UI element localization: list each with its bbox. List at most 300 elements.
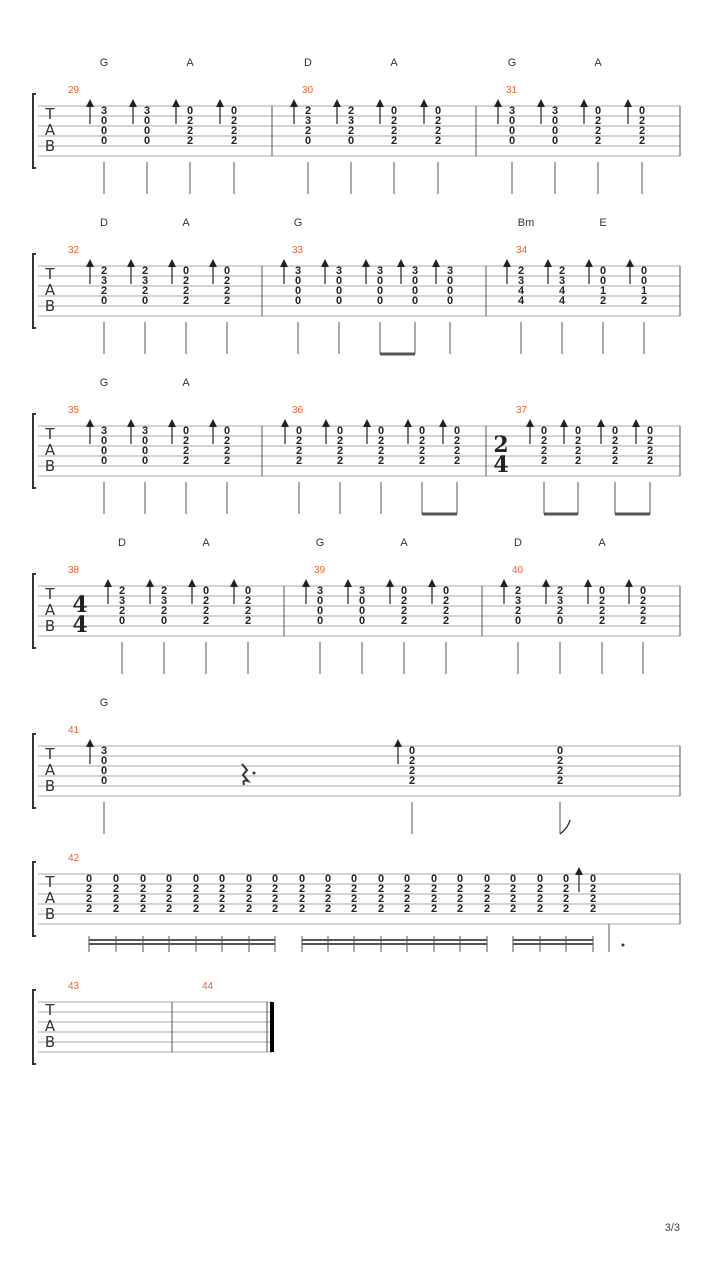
fret-number: 0 xyxy=(403,873,411,885)
fret-number: 0 xyxy=(139,873,147,885)
fret-number: 0 xyxy=(442,585,450,597)
fret-number: 2 xyxy=(165,893,173,905)
fret-number: 0 xyxy=(599,275,607,287)
fret-number: 2 xyxy=(514,605,522,617)
fret-number: 4 xyxy=(517,295,525,307)
fret-number: 2 xyxy=(85,893,93,905)
fret-number: 0 xyxy=(377,425,385,437)
fret-number: 2 xyxy=(390,125,398,137)
fret-number: 2 xyxy=(556,775,564,787)
upstroke-arrow-icon xyxy=(439,419,447,427)
fret-number: 2 xyxy=(390,115,398,127)
system-bracket xyxy=(33,574,36,648)
fret-number: 0 xyxy=(100,125,108,137)
fret-number: 2 xyxy=(556,755,564,767)
system-bracket xyxy=(33,254,36,328)
fret-number: 0 xyxy=(316,595,324,607)
fret-number: 0 xyxy=(304,135,312,147)
fret-number: 2 xyxy=(589,903,597,915)
measure-number: 34 xyxy=(516,245,528,256)
fret-number: 2 xyxy=(218,893,226,905)
measure-number: 37 xyxy=(516,405,528,416)
fret-number: 2 xyxy=(377,903,385,915)
upstroke-arrow-icon xyxy=(188,579,196,587)
upstroke-arrow-icon xyxy=(626,259,634,267)
tab-clef-letter: B xyxy=(44,617,56,635)
fret-number: 0 xyxy=(509,873,517,885)
fret-number: 2 xyxy=(298,893,306,905)
fret-number: 2 xyxy=(442,595,450,607)
fret-number: 2 xyxy=(271,883,279,895)
fret-number: 2 xyxy=(483,883,491,895)
fret-number: 4 xyxy=(517,285,525,297)
fret-number: 2 xyxy=(536,883,544,895)
upstroke-arrow-icon xyxy=(428,579,436,587)
fret-number: 2 xyxy=(218,883,226,895)
upstroke-arrow-icon xyxy=(127,259,135,267)
fret-number: 2 xyxy=(118,605,126,617)
fret-number: 2 xyxy=(403,893,411,905)
fret-number: 2 xyxy=(186,125,194,137)
fret-number: 2 xyxy=(589,893,597,905)
fret-number: 2 xyxy=(646,435,654,447)
fret-number: 2 xyxy=(408,775,416,787)
upstroke-arrow-icon xyxy=(168,419,176,427)
upstroke-arrow-icon xyxy=(544,259,552,267)
fret-number: 0 xyxy=(335,285,343,297)
fret-number: 3 xyxy=(508,105,516,117)
fret-number: 0 xyxy=(611,425,619,437)
fret-number: 0 xyxy=(408,745,416,757)
tab-clef-letter: A xyxy=(44,281,56,299)
fret-number: 2 xyxy=(640,295,648,307)
fret-number: 3 xyxy=(100,745,108,757)
measure-number: 36 xyxy=(292,405,304,416)
fret-number: 0 xyxy=(594,105,602,117)
fret-number: 2 xyxy=(430,893,438,905)
fret-number: 2 xyxy=(540,455,548,467)
fret-number: 0 xyxy=(100,765,108,777)
upstroke-arrow-icon xyxy=(362,259,370,267)
fret-number: 0 xyxy=(640,265,648,277)
fret-number: 2 xyxy=(509,893,517,905)
fret-number: 2 xyxy=(336,435,344,447)
upstroke-arrow-icon xyxy=(168,259,176,267)
tab-clef-letter: A xyxy=(44,441,56,459)
tab-clef-letter: B xyxy=(44,777,56,795)
fret-number: 2 xyxy=(350,903,358,915)
fret-number: 0 xyxy=(508,115,516,127)
fret-number: 2 xyxy=(139,893,147,905)
fret-number: 0 xyxy=(589,873,597,885)
fret-number: 2 xyxy=(574,445,582,457)
upstroke-arrow-icon xyxy=(86,739,94,747)
fret-number: 3 xyxy=(100,425,108,437)
chord-name: D xyxy=(514,537,522,549)
fret-number: 0 xyxy=(160,615,168,627)
time-signature-bottom: 4 xyxy=(493,452,509,478)
upstroke-arrow-icon xyxy=(172,99,180,107)
fret-number: 0 xyxy=(551,115,559,127)
fret-number: 2 xyxy=(558,265,566,277)
fret-number: 0 xyxy=(245,873,253,885)
fret-number: 0 xyxy=(100,775,108,787)
chord-name: A xyxy=(202,537,210,549)
chord-name: A xyxy=(182,377,190,389)
chord-name: G xyxy=(99,697,109,709)
fret-number: 2 xyxy=(456,903,464,915)
fret-number: 0 xyxy=(316,615,324,627)
upstroke-arrow-icon xyxy=(420,99,428,107)
fret-number: 3 xyxy=(517,275,525,287)
fret-number: 0 xyxy=(182,265,190,277)
fret-number: 0 xyxy=(639,585,647,597)
fret-number: 3 xyxy=(551,105,559,117)
upstroke-arrow-icon xyxy=(526,419,534,427)
fret-number: 2 xyxy=(418,455,426,467)
upstroke-arrow-icon xyxy=(404,419,412,427)
fret-number: 2 xyxy=(202,615,210,627)
fret-number: 0 xyxy=(540,425,548,437)
fret-number: 0 xyxy=(143,135,151,147)
fret-number: 2 xyxy=(574,455,582,467)
fret-number: 2 xyxy=(85,903,93,915)
chord-name: A xyxy=(598,537,606,549)
upstroke-arrow-icon xyxy=(129,99,137,107)
upstroke-arrow-icon xyxy=(500,579,508,587)
fret-number: 2 xyxy=(202,595,210,607)
fret-number: 4 xyxy=(558,295,566,307)
fret-number: 2 xyxy=(244,615,252,627)
fret-number: 2 xyxy=(186,135,194,147)
fret-number: 3 xyxy=(358,585,366,597)
fret-number: 0 xyxy=(598,585,606,597)
fret-number: 1 xyxy=(640,285,648,297)
upstroke-arrow-icon xyxy=(625,579,633,587)
fret-number: 0 xyxy=(358,595,366,607)
fret-number: 0 xyxy=(294,285,302,297)
augmentation-dot xyxy=(622,944,625,947)
fret-number: 0 xyxy=(141,455,149,467)
upstroke-arrow-icon xyxy=(394,739,402,747)
fret-number: 0 xyxy=(376,295,384,307)
fret-number: 0 xyxy=(100,115,108,127)
fret-number: 2 xyxy=(244,595,252,607)
fret-number: 2 xyxy=(556,585,564,597)
fret-number: 2 xyxy=(442,615,450,627)
fret-number: 2 xyxy=(562,903,570,915)
fret-number: 0 xyxy=(556,615,564,627)
fret-number: 0 xyxy=(376,285,384,297)
fret-number: 2 xyxy=(112,893,120,905)
fret-number: 2 xyxy=(556,765,564,777)
upstroke-arrow-icon xyxy=(302,579,310,587)
measure-number: 30 xyxy=(302,85,314,96)
fret-number: 0 xyxy=(434,105,442,117)
fret-number: 2 xyxy=(611,445,619,457)
upstroke-arrow-icon xyxy=(494,99,502,107)
fret-number: 2 xyxy=(112,903,120,915)
chord-name: D xyxy=(304,57,312,69)
fret-number: 3 xyxy=(143,105,151,117)
upstroke-arrow-icon xyxy=(575,867,583,875)
quarter-rest xyxy=(242,764,248,785)
fret-number: 2 xyxy=(639,615,647,627)
fret-number: 0 xyxy=(100,135,108,147)
fret-number: 0 xyxy=(377,873,385,885)
fret-number: 2 xyxy=(509,903,517,915)
fret-number: 0 xyxy=(141,435,149,447)
measure-number: 39 xyxy=(314,565,326,576)
measure-number: 31 xyxy=(506,85,518,96)
chord-name: D xyxy=(100,217,108,229)
fret-number: 3 xyxy=(347,115,355,127)
fret-number: 2 xyxy=(295,445,303,457)
fret-number: 0 xyxy=(514,615,522,627)
system-bracket xyxy=(33,990,36,1064)
upstroke-arrow-icon xyxy=(585,259,593,267)
fret-number: 1 xyxy=(599,285,607,297)
fret-number: 0 xyxy=(358,615,366,627)
tab-clef-letter: A xyxy=(44,601,56,619)
measure-number: 32 xyxy=(68,245,80,256)
upstroke-arrow-icon xyxy=(281,419,289,427)
fret-number: 2 xyxy=(536,893,544,905)
tab-clef-letter: A xyxy=(44,889,56,907)
fret-number: 2 xyxy=(85,883,93,895)
fret-number: 2 xyxy=(230,125,238,137)
fret-number: 2 xyxy=(638,125,646,137)
fret-number: 0 xyxy=(335,275,343,287)
fret-number: 2 xyxy=(442,605,450,617)
fret-number: 0 xyxy=(446,275,454,287)
fret-number: 2 xyxy=(594,115,602,127)
fret-number: 0 xyxy=(165,873,173,885)
fret-number: 0 xyxy=(218,873,226,885)
fret-number: 2 xyxy=(598,595,606,607)
fret-number: 0 xyxy=(223,425,231,437)
fret-number: 0 xyxy=(536,873,544,885)
fret-number: 2 xyxy=(556,605,564,617)
fret-number: 2 xyxy=(536,903,544,915)
fret-number: 2 xyxy=(160,605,168,617)
upstroke-arrow-icon xyxy=(560,419,568,427)
fret-number: 2 xyxy=(160,585,168,597)
tab-clef-letter: A xyxy=(44,1017,56,1035)
time-signature-top: 4 xyxy=(72,592,88,618)
fret-number: 2 xyxy=(540,435,548,447)
fret-number: 2 xyxy=(324,893,332,905)
fret-number: 0 xyxy=(551,135,559,147)
upstroke-arrow-icon xyxy=(432,259,440,267)
fret-number: 2 xyxy=(304,105,312,117)
upstroke-arrow-icon xyxy=(376,99,384,107)
upstroke-arrow-icon xyxy=(280,259,288,267)
fret-number: 2 xyxy=(408,755,416,767)
fret-number: 0 xyxy=(271,873,279,885)
fret-number: 2 xyxy=(298,903,306,915)
fret-number: 2 xyxy=(295,435,303,447)
fret-number: 2 xyxy=(483,903,491,915)
fret-number: 0 xyxy=(646,425,654,437)
tab-clef-letter: B xyxy=(44,1033,56,1051)
fret-number: 2 xyxy=(611,435,619,447)
fret-number: 0 xyxy=(456,873,464,885)
fret-number: 2 xyxy=(456,893,464,905)
fret-number: 0 xyxy=(223,265,231,277)
fret-number: 2 xyxy=(453,435,461,447)
fret-number: 2 xyxy=(562,883,570,895)
upstroke-arrow-icon xyxy=(127,419,135,427)
tab-clef-letter: A xyxy=(44,761,56,779)
tab-clef-letter: T xyxy=(45,425,55,443)
upstroke-arrow-icon xyxy=(86,419,94,427)
fret-number: 0 xyxy=(230,105,238,117)
upstroke-arrow-icon xyxy=(86,99,94,107)
fret-number: 2 xyxy=(638,135,646,147)
upstroke-arrow-icon xyxy=(209,419,217,427)
fret-number: 0 xyxy=(143,115,151,127)
fret-number: 2 xyxy=(245,903,253,915)
fret-number: 2 xyxy=(245,883,253,895)
measure-number: 41 xyxy=(68,725,80,736)
fret-number: 0 xyxy=(551,125,559,137)
fret-number: 2 xyxy=(646,455,654,467)
measure-number: 33 xyxy=(292,245,304,256)
tab-clef-letter: T xyxy=(45,265,55,283)
system-bracket xyxy=(33,734,36,808)
fret-number: 3 xyxy=(316,585,324,597)
fret-number: 2 xyxy=(223,275,231,287)
fret-number: 2 xyxy=(347,105,355,117)
fret-number: 0 xyxy=(85,873,93,885)
fret-number: 2 xyxy=(483,893,491,905)
fret-number: 0 xyxy=(182,425,190,437)
fret-number: 2 xyxy=(336,455,344,467)
fret-number: 2 xyxy=(540,445,548,457)
fret-number: 2 xyxy=(456,883,464,895)
fret-number: 2 xyxy=(271,893,279,905)
fret-number: 0 xyxy=(316,605,324,617)
fret-number: 2 xyxy=(304,125,312,137)
fret-number: 0 xyxy=(186,105,194,117)
fret-number: 0 xyxy=(347,135,355,147)
fret-number: 2 xyxy=(390,135,398,147)
fret-number: 2 xyxy=(377,435,385,447)
upstroke-arrow-icon xyxy=(597,419,605,427)
fret-number: 2 xyxy=(298,883,306,895)
fret-number: 0 xyxy=(100,295,108,307)
fret-number: 2 xyxy=(639,605,647,617)
tab-clef-letter: B xyxy=(44,137,56,155)
fret-number: 2 xyxy=(377,893,385,905)
upstroke-arrow-icon xyxy=(230,579,238,587)
chord-name: G xyxy=(315,537,325,549)
fret-number: 2 xyxy=(453,445,461,457)
fret-number: 2 xyxy=(223,435,231,447)
fret-number: 2 xyxy=(418,435,426,447)
fret-number: 2 xyxy=(430,903,438,915)
fret-number: 3 xyxy=(446,265,454,277)
fret-number: 2 xyxy=(182,295,190,307)
fret-number: 0 xyxy=(483,873,491,885)
fret-number: 2 xyxy=(100,285,108,297)
upstroke-arrow-icon xyxy=(542,579,550,587)
fret-number: 0 xyxy=(556,745,564,757)
fret-number: 2 xyxy=(336,445,344,457)
fret-number: 2 xyxy=(403,883,411,895)
tab-clef-letter: T xyxy=(45,105,55,123)
fret-number: 2 xyxy=(182,445,190,457)
fret-number: 2 xyxy=(186,115,194,127)
fret-number: 3 xyxy=(141,275,149,287)
fret-number: 3 xyxy=(160,595,168,607)
fret-number: 2 xyxy=(223,445,231,457)
chord-name: A xyxy=(186,57,194,69)
fret-number: 2 xyxy=(598,615,606,627)
upstroke-arrow-icon xyxy=(397,259,405,267)
upstroke-arrow-icon xyxy=(290,99,298,107)
fret-number: 3 xyxy=(304,115,312,127)
fret-number: 2 xyxy=(182,285,190,297)
upstroke-arrow-icon xyxy=(216,99,224,107)
fret-number: 0 xyxy=(294,295,302,307)
fret-number: 3 xyxy=(411,265,419,277)
fret-number: 0 xyxy=(638,105,646,117)
fret-number: 2 xyxy=(347,125,355,137)
tab-clef-letter: B xyxy=(44,297,56,315)
chord-name: G xyxy=(507,57,517,69)
fret-number: 2 xyxy=(377,455,385,467)
fret-number: 0 xyxy=(376,275,384,287)
fret-number: 0 xyxy=(100,755,108,767)
fret-number: 3 xyxy=(514,595,522,607)
chord-name: A xyxy=(390,57,398,69)
note-flag xyxy=(560,820,570,834)
fret-number: 0 xyxy=(508,135,516,147)
chord-name: E xyxy=(599,217,607,229)
fret-number: 2 xyxy=(509,883,517,895)
fret-number: 0 xyxy=(244,585,252,597)
upstroke-arrow-icon xyxy=(584,579,592,587)
fret-number: 2 xyxy=(514,585,522,597)
fret-number: 0 xyxy=(335,295,343,307)
fret-number: 2 xyxy=(182,455,190,467)
fret-number: 2 xyxy=(139,883,147,895)
fret-number: 3 xyxy=(376,265,384,277)
chord-name: G xyxy=(99,377,109,389)
tab-clef-letter: T xyxy=(45,1001,55,1019)
fret-number: 3 xyxy=(294,265,302,277)
fret-number: 2 xyxy=(430,883,438,895)
chord-name: A xyxy=(182,217,190,229)
chord-name: Bm xyxy=(517,217,535,229)
measure-number: 29 xyxy=(68,85,80,96)
fret-number: 2 xyxy=(408,765,416,777)
chord-name: G xyxy=(99,57,109,69)
upstroke-arrow-icon xyxy=(386,579,394,587)
time-signature-top: 2 xyxy=(493,432,509,458)
upstroke-arrow-icon xyxy=(333,99,341,107)
fret-number: 2 xyxy=(646,445,654,457)
measure-number: 35 xyxy=(68,405,80,416)
upstroke-arrow-icon xyxy=(344,579,352,587)
fret-number: 3 xyxy=(558,275,566,287)
fret-number: 2 xyxy=(574,435,582,447)
fret-number: 0 xyxy=(446,295,454,307)
fret-number: 3 xyxy=(556,595,564,607)
tab-clef-letter: T xyxy=(45,873,55,891)
